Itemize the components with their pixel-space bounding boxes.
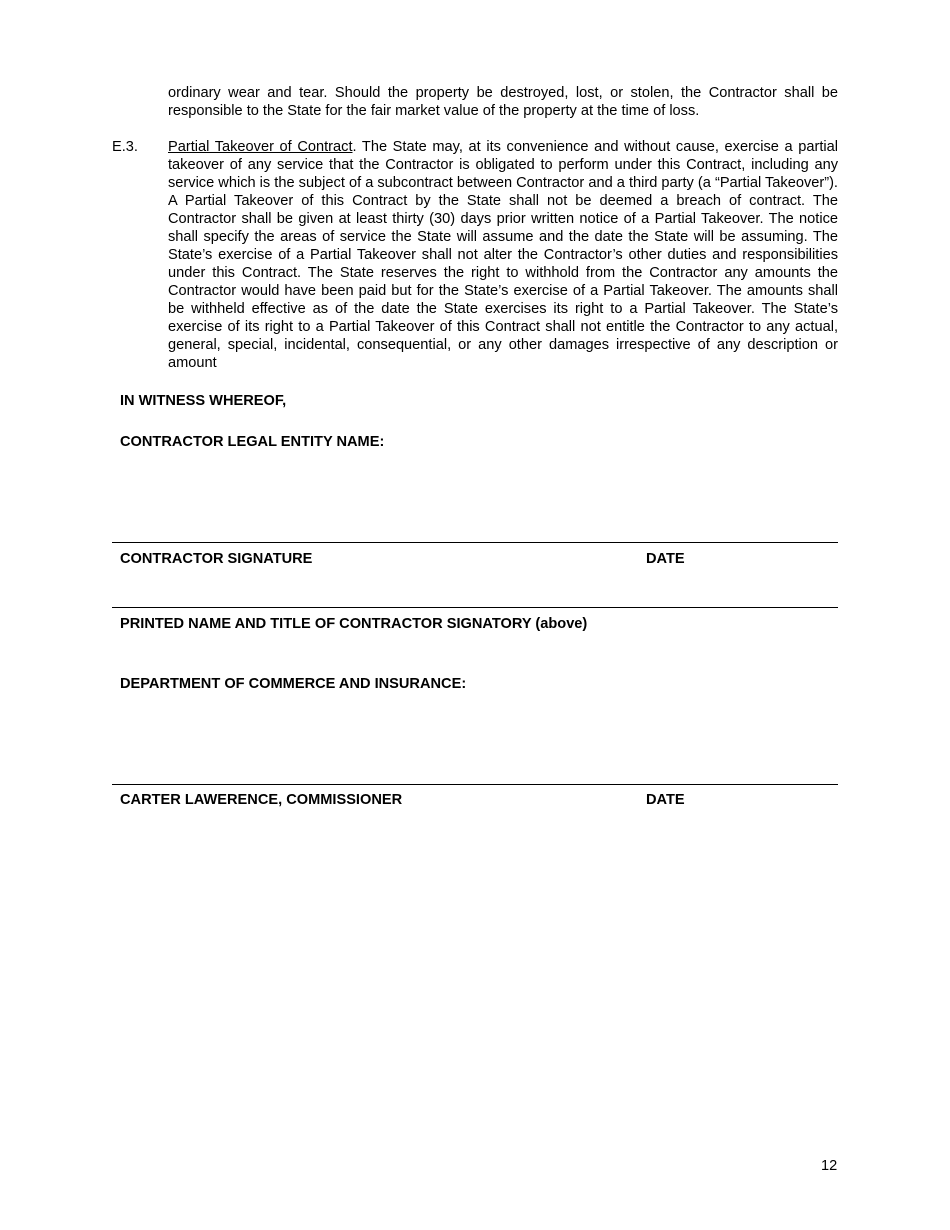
witness-heading: IN WITNESS WHEREOF, bbox=[120, 393, 287, 409]
section-number: E.3. bbox=[112, 139, 138, 155]
page-number: 12 bbox=[821, 1158, 838, 1174]
contractor-date-label: DATE bbox=[646, 551, 685, 567]
commissioner-signature-line bbox=[112, 784, 838, 785]
entity-name-label: CONTRACTOR LEGAL ENTITY NAME: bbox=[120, 434, 385, 450]
contractor-signature-line bbox=[112, 542, 838, 543]
section-heading: Partial Takeover of Contract bbox=[168, 139, 353, 155]
printed-name-line bbox=[112, 607, 838, 608]
printed-name-label: PRINTED NAME AND TITLE OF CONTRACTOR SIGNATORY (above) bbox=[120, 616, 588, 632]
commissioner-label: CARTER LAWERENCE, COMMISSIONER bbox=[120, 792, 403, 808]
commissioner-date-label: DATE bbox=[646, 792, 685, 808]
continuation-paragraph: ordinary wear and tear. Should the property be destroyed, lost, or stolen, the Contractor shall be responsible to the State for the fair market value of the property at the time of loss. bbox=[168, 85, 838, 119]
department-label: DEPARTMENT OF COMMERCE AND INSURANCE: bbox=[120, 676, 467, 692]
section-paragraph bbox=[168, 138, 838, 372]
section-body: . The State may, at its convenience and without cause, exercise a partial takeover of any service that the Contractor is obligated to perform under this Contract, including any service which is the subject of a subcontract between Contractor and a third party (a “Partial Takeover”). A Partial Takeover of this Contract by the State shall not be deemed a breach of contract. The Contractor shall be given at least thirty (30) days prior written notice of a Partial Takeover. The notice shall specify the areas of service the State will assume and the date the State will be assuming. The State’s exercise of a Partial Takeover shall not alter the Contractor’s other duties and responsibilities under this Contract. The State reserves the right to withhold from the Contractor any amounts the Contractor would have been paid but for the State’s exercise of a Partial Takeover. The amounts shall be withheld effective as of the date the State exercises its right to a Partial Takeover. The State’s exercise of its right to a Partial Takeover of this Contract shall not entitle the Contractor to any actual, general, special, incidental, consequential, or any other damages irrespective of any description or amount bbox=[168, 139, 838, 371]
contractor-signature-label: CONTRACTOR SIGNATURE bbox=[120, 551, 313, 567]
